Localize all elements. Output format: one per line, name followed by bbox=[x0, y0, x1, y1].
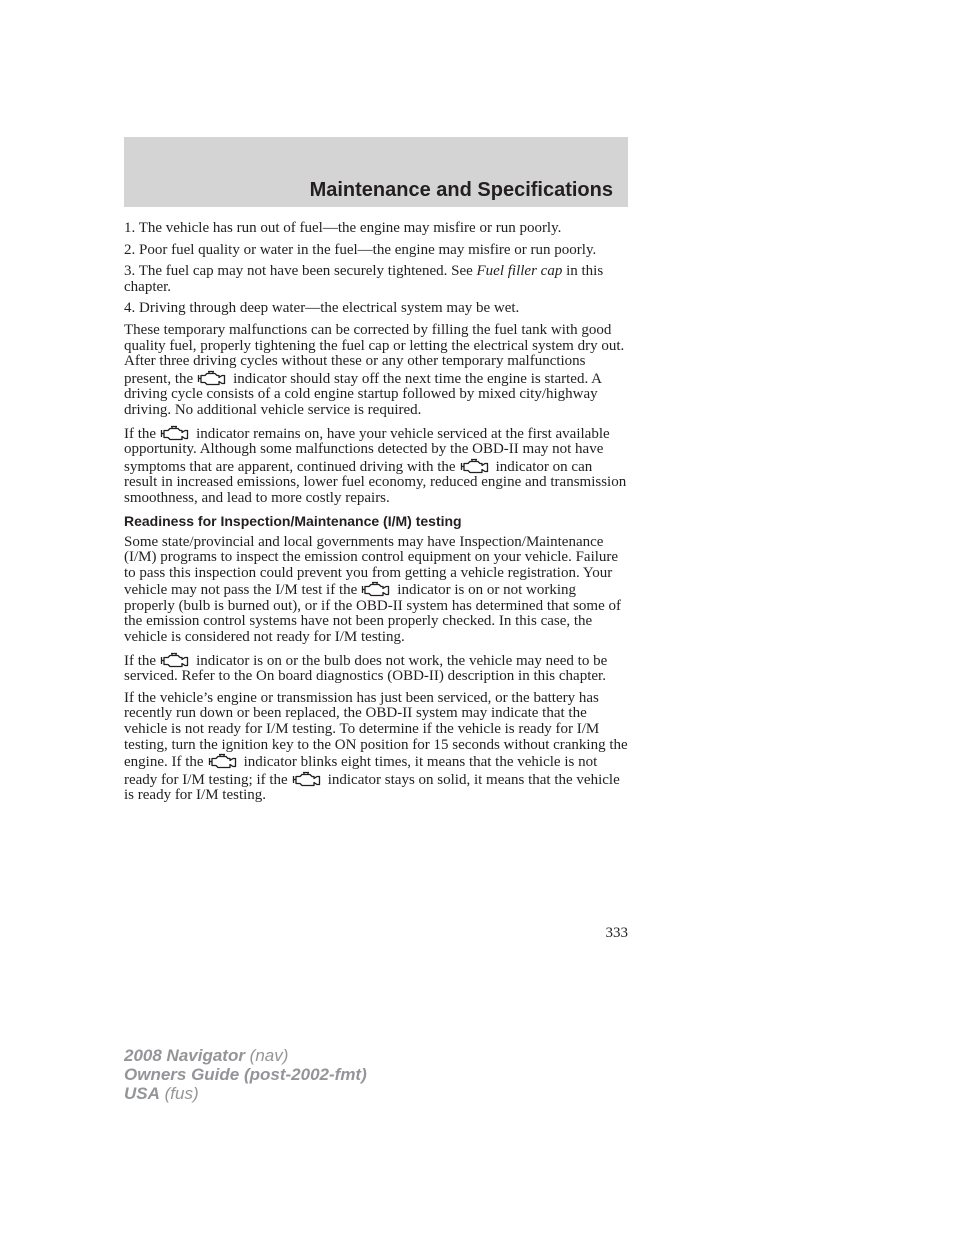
paragraph-text: These temporary malfunctions can be corrected by filling the fuel tank with good quality fuel, properly tightening the fuel cap or letting the electrical system dry out. After three driving cycles without these or any other temporary malfunctions present, the bbox=[124, 321, 625, 387]
footer-line-model: 2008 Navigator (nav) bbox=[124, 1046, 289, 1065]
check-engine-icon bbox=[361, 581, 391, 598]
paragraph-text: If the bbox=[124, 652, 157, 669]
check-engine-icon bbox=[160, 652, 190, 669]
paragraph-text: indicator remains on, have your vehicle serviced at the first available opportunity. Although some malfunctions detected by the OBD-II may not have symptoms that are apparent, continued driving with the bbox=[124, 425, 610, 475]
check-engine-icon bbox=[160, 425, 190, 442]
subsection-heading: Readiness for Inspection/Maintenance (I/M) testing bbox=[124, 512, 462, 529]
paragraph-bulb-does-not-work bbox=[124, 652, 628, 685]
paragraph-text: Some state/provincial and local governments may have Inspection/Maintenance (I/M) programs to inspect the emission control equipment on your vehicle. Failure to pass this inspection could prevent you from getting a vehicle registration. Your vehicle may not pass the I/M test if the bbox=[124, 533, 619, 599]
footer-line-guide: Owners Guide (post-2002-fmt) bbox=[124, 1065, 367, 1084]
paragraph-text: indicator is on or not working properly (bulb is burned out), or if the OBD-II system has determined that some of the emission control systems have not been properly checked. In this case, the vehicle is considered not ready for I/M testing. bbox=[124, 582, 621, 646]
paragraph-text: indicator on can result in increased emissions, lower fuel economy, reduced engine and transmission smoothness, and lead to more costly repairs. bbox=[124, 458, 627, 506]
paragraph-text: If the bbox=[124, 425, 157, 442]
list-item-1: 1. The vehicle has run out of fuel—the engine may misfire or run poorly. bbox=[124, 220, 562, 236]
footer-line-market: USA (fus) bbox=[124, 1084, 199, 1103]
paragraph-text: If the vehicle’s engine or transmission has just been serviced, or the battery has recently run down or been replaced, the OBD-II system may indicate that the vehicle is not ready for I/M testing. To determine if the vehicle is ready for I/M testing, turn the ignition key to the ON position for 15 seconds without cranking the engine. If the bbox=[124, 689, 628, 771]
list-item-4: 4. Driving through deep water—the electrical system may be wet. bbox=[124, 300, 520, 317]
paragraph-text: indicator is on or the bulb does not work, the vehicle may need to be serviced. Refer to the On board diagnostics (OBD-II) description in this chapter. bbox=[124, 652, 608, 685]
section-title: Maintenance and Specifications bbox=[309, 179, 613, 201]
list-item-3-text: 3. The fuel cap may not have been securely tightened. See bbox=[124, 263, 477, 280]
paragraph-text: indicator stays on solid, it means that the vehicle is ready for I/M testing. bbox=[124, 771, 620, 804]
page-content bbox=[124, 221, 628, 810]
paragraph-indicator-remains-on bbox=[124, 425, 628, 507]
paragraph-im-programs bbox=[124, 535, 628, 646]
paragraph-text: indicator blinks eight times, it means that the vehicle is not ready for I/M testing; if the bbox=[124, 754, 598, 788]
paragraph-text: indicator should stay off the next time the engine is started. A driving cycle consists of a cold engine startup followed by mixed city/highway driving. No additional vehicle service is required. bbox=[124, 370, 602, 418]
page-number: 333 bbox=[605, 925, 628, 941]
paragraph-temporary-malfunctions bbox=[124, 323, 628, 419]
check-engine-icon bbox=[292, 771, 322, 788]
fuel-filler-cap-reference: Fuel filler cap bbox=[476, 263, 563, 280]
section-header-band bbox=[124, 137, 628, 207]
document-footer bbox=[124, 1046, 367, 1103]
check-engine-icon bbox=[208, 753, 238, 770]
check-engine-icon bbox=[197, 370, 227, 387]
paragraph-readiness-check bbox=[124, 691, 628, 804]
list-item-3 bbox=[124, 264, 628, 295]
list-item-3-tail: in this chapter. bbox=[124, 263, 604, 295]
list-item-2: 2. Poor fuel quality or water in the fuel—the engine may misfire or run poorly. bbox=[124, 241, 597, 258]
check-engine-icon bbox=[460, 458, 490, 475]
